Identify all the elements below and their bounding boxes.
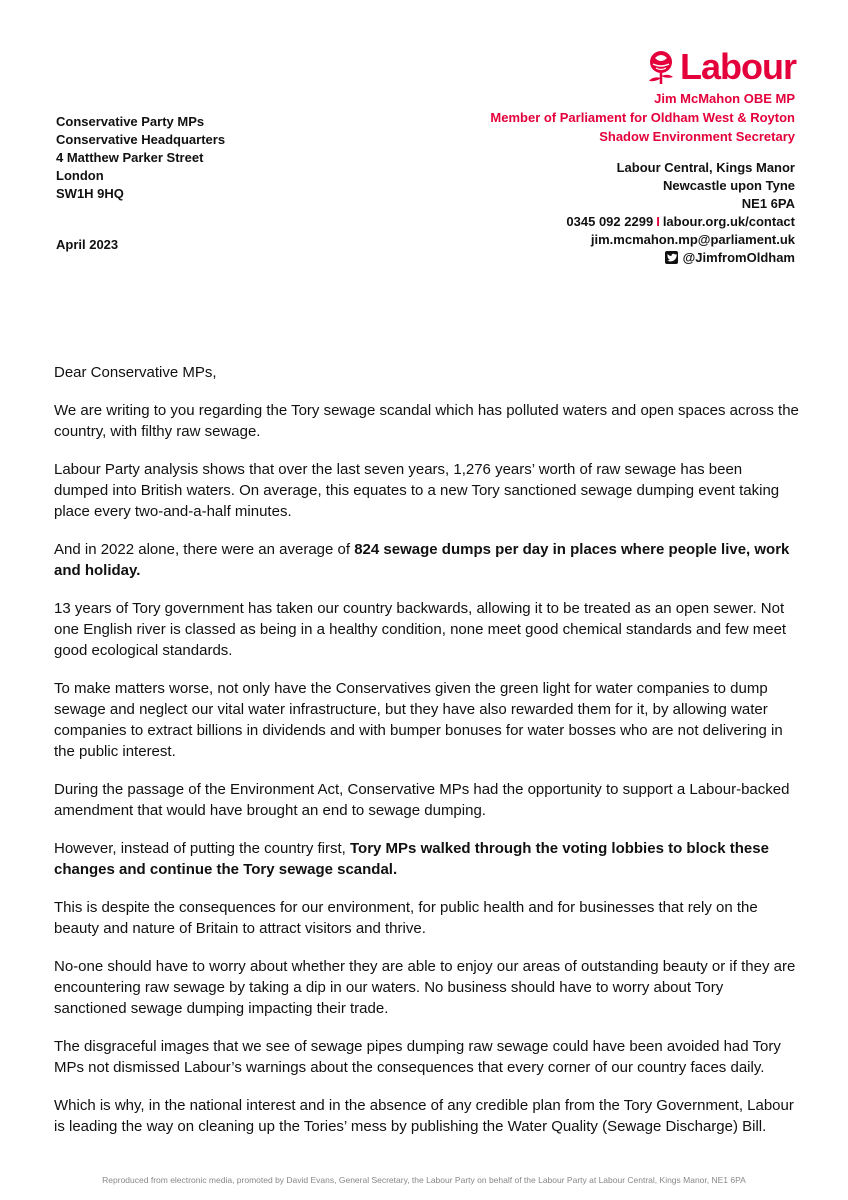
recipient-line3: 4 Matthew Parker Street (56, 150, 204, 165)
phone-number: 0345 092 2299 (566, 214, 654, 229)
twitter-icon (665, 251, 678, 264)
paragraph-7-bold: Tory MPs walked through the voting lobbies to block these changes and continue the Tory sewage scandal. (54, 840, 769, 878)
letter-body (54, 362, 799, 1154)
rose-icon (644, 49, 678, 85)
email-link[interactable]: jim.mcmahon.mp@parliament.uk (590, 232, 795, 247)
paragraph-7-text: However, instead of putting the country first, (54, 840, 350, 857)
sender-address-line3: NE1 6PA (741, 196, 795, 211)
paragraph-1: We are writing to you regarding the Tory sewage scandal which has polluted waters and open spaces across the country, with filthy raw sewage. (54, 402, 799, 440)
paragraph-4: 13 years of Tory government has taken our country backwards, allowing it to be treated as an open sewer. Not one English river is classed as being in a healthy condition, none meet good chemical standards and few meet good ecological standards. (54, 600, 787, 659)
mp-name: Jim McMahon OBE MP (654, 91, 795, 106)
twitter-line (566, 249, 795, 267)
paragraph-11: Which is why, in the national interest and in the absence of any credible plan from the Tory Government, Labour is leading the way on cleaning up the Tories’ mess by publishing the Water Quality (Sewage Discharge) Bill. (54, 1097, 794, 1135)
paragraph-9: No-one should have to worry about whether they are able to enjoy our areas of outstanding beauty or if they are encountering raw sewage by taking a dip in our waters. No business should have to worry about Tory sanctioned sewage dumping impacting their trade. (54, 958, 796, 1017)
recipient-address (56, 113, 225, 203)
mp-details (490, 89, 795, 146)
phone-web-line (566, 213, 795, 231)
recipient-line1: Conservative Party MPs (56, 114, 205, 129)
paragraph-3 (54, 539, 799, 581)
separator: I (656, 214, 660, 229)
paragraph-8: This is despite the consequences for our environment, for public health and for businesses that rely on the beauty and nature of Britain to attract visitors and thrive. (54, 899, 758, 937)
paragraph-5: To make matters worse, not only have the Conservatives given the green light for water companies to dump sewage and neglect our vital water infrastructure, but they have also rewarded them for it, by allowing water companies to extract billions in dividends and with bumper bonuses for water bosses who are not delivering in the public interest. (54, 680, 783, 760)
paragraph-7 (54, 838, 799, 880)
paragraph-3-text: And in 2022 alone, there were an average of (54, 541, 355, 558)
paragraph-3-bold: 824 sewage dumps per day in places where people live, work and holiday. (54, 541, 790, 579)
recipient-line5: SW1H 9HQ (56, 186, 124, 201)
sender-address-line2: Newcastle upon Tyne (663, 178, 795, 193)
paragraph-6: During the passage of the Environment Act, Conservative MPs had the opportunity to support a Labour-backed amendment that would have brought an end to sewage dumping. (54, 781, 790, 819)
mp-title: Shadow Environment Secretary (599, 129, 795, 144)
letter-date: April 2023 (56, 237, 119, 252)
salutation: Dear Conservative MPs, (54, 364, 217, 381)
labour-logo (644, 48, 796, 86)
website-link[interactable]: labour.org.uk/contact (662, 214, 795, 229)
imprint-footer: Reproduced from electronic media, promoted by David Evans, General Secretary, the Labour Party on behalf of the Labour Party at Labour Central, Kings Manor, NE1 6PA (102, 1175, 746, 1185)
sender-address-line1: Labour Central, Kings Manor (616, 160, 795, 175)
paragraph-10: The disgraceful images that we see of sewage pipes dumping raw sewage could have been avoided had Tory MPs not dismissed Labour’s warnings about the consequences that every corner of our country faces daily. (54, 1038, 781, 1076)
logo-wordmark: Labour (680, 46, 796, 87)
mp-role: Member of Parliament for Oldham West & Royton (490, 110, 795, 125)
recipient-line2: Conservative Headquarters (56, 132, 226, 147)
sender-contact (566, 159, 795, 267)
paragraph-2: Labour Party analysis shows that over the last seven years, 1,276 years’ worth of raw sewage has been dumped into British waters. On average, this equates to a new Tory sanctioned sewage dumping event taking place every two-and-a-half minutes. (54, 461, 780, 520)
twitter-handle[interactable]: @JimfromOldham (682, 250, 795, 265)
recipient-line4: London (56, 168, 104, 183)
